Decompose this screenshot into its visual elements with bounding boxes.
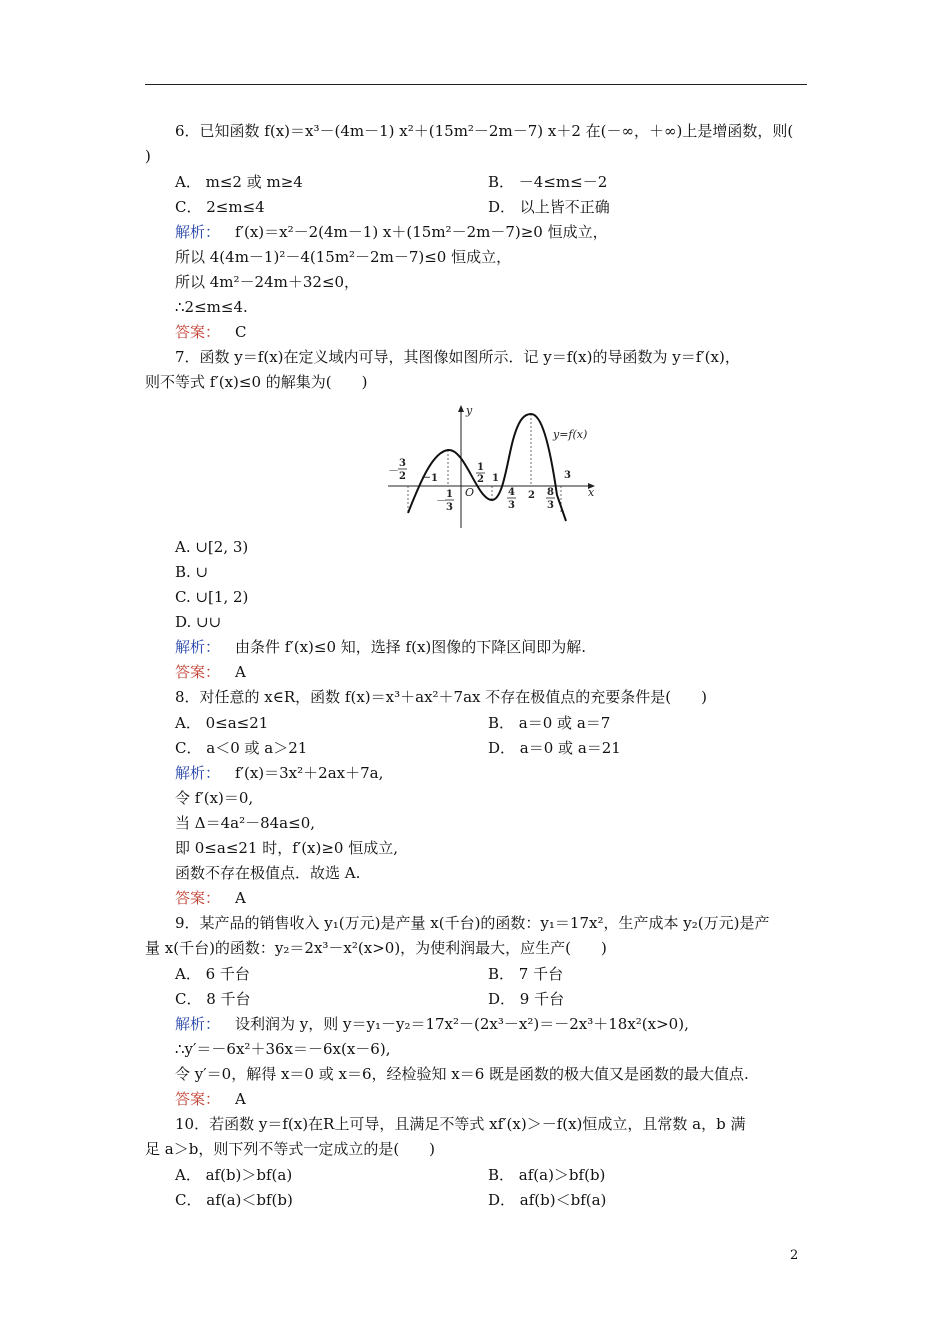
tick-four-thirds-den: 3 — [508, 500, 515, 511]
y-axis-label: y — [466, 404, 473, 417]
answer-label: 答案： — [175, 663, 221, 681]
q8-option-a: A． 0≤a≤21 — [175, 714, 269, 732]
analysis-label: 解析： — [175, 223, 221, 241]
q10-option-a: A． af(b)＞bf(a) — [175, 1166, 293, 1184]
x-axis-label: x — [588, 486, 595, 499]
q6-option-b: B． －4≤m≤－2 — [488, 173, 608, 191]
q10-option-b: B． af(a)＞bf(b) — [488, 1166, 606, 1184]
q9-option-c: C． 8 千台 — [175, 990, 251, 1008]
q9-option-b: B． 7 千台 — [488, 965, 564, 983]
q10-option-c: C． af(a)＜bf(b) — [175, 1191, 293, 1209]
curve-y-f-x — [408, 414, 566, 521]
q8-answer — [175, 888, 246, 908]
q6-analysis-3: 所以 4m²－24m＋32≤0， — [175, 273, 360, 291]
answer-value: C — [235, 323, 247, 341]
tick-eight-thirds-den: 3 — [547, 500, 554, 511]
q6-option-d: D． 以上皆不正确 — [488, 198, 610, 216]
answer-label: 答案： — [175, 1090, 221, 1108]
q8-option-b: B． a＝0 或 a＝7 — [488, 714, 611, 732]
answer-value: A — [235, 663, 246, 681]
answer-value: A — [235, 889, 246, 907]
q6-stem: 6．已知函数 f(x)＝x³－(4m－1) x²＋(15m²－2m－7) x＋2 在(－∞，＋∞)上是增函数，则( — [175, 122, 794, 140]
analysis-text: f′(x)＝3x²＋2ax＋7a, — [235, 764, 384, 782]
q6-analysis-2: 所以 4(4m－1)²－4(15m²－2m－7)≤0 恒成立， — [175, 248, 512, 266]
q7-option-a: A. ∪[2, 3) — [175, 538, 249, 556]
q8-analysis-5: 函数不存在极值点．故选 A. — [175, 864, 361, 882]
q8-analysis-2: 令 f′(x)＝0, — [175, 789, 254, 807]
header-rule — [145, 84, 807, 85]
analysis-label: 解析： — [175, 1015, 221, 1033]
tick-three: 3 — [564, 470, 571, 481]
page-number: 2 — [790, 1248, 799, 1263]
q6-option-a: A． m≤2 或 m≥4 — [175, 173, 303, 191]
q9-stem: 9．某产品的销售收入 y₁(万元)是产量 x(千台)的函数：y₁＝17x²，生产成本 y₂(万元)是产 — [175, 914, 770, 932]
q7-analysis-1 — [175, 637, 586, 657]
tick-one-half-den: 2 — [477, 474, 484, 485]
analysis-text: f′(x)＝x²－2(4m－1) x＋(15m²－2m－7)≥0 恒成立， — [235, 223, 608, 241]
q9-analysis-2: ∴y′＝－6x²＋36x＝－6x(x－6), — [175, 1040, 391, 1058]
function-graph — [385, 400, 600, 530]
q9-stem-cont: 量 x(千台)的函数：y₂＝2x³－x²(x>0)，为使利润最大，应生产( ) — [145, 939, 607, 957]
tick-four-thirds-num: 4 — [508, 487, 515, 498]
q7-option-b: B. ∪ — [175, 563, 209, 581]
q9-analysis-3: 令 y′＝0，解得 x＝0 或 x＝6，经检验知 x＝6 既是函数的极大值又是函数的最大值点. — [175, 1065, 749, 1083]
q7-stem: 7．函数 y＝f(x)在定义域内可导，其图像如图所示．记 y＝f(x)的导函数为 y＝f′(x)， — [175, 348, 740, 366]
tick-neg-one-third-den: 3 — [446, 502, 453, 513]
q6-answer — [175, 322, 247, 342]
q6-analysis-4: ∴2≤m≤4. — [175, 298, 248, 316]
q9-option-d: D． 9 千台 — [488, 990, 565, 1008]
analysis-text: 由条件 f′(x)≤0 知，选择 f(x)图像的下降区间即为解. — [235, 638, 587, 656]
tick-eight-thirds-num: 8 — [547, 487, 554, 498]
tick-neg-three-halves-num: 3 — [399, 458, 406, 469]
q7-stem-cont: 则不等式 f′(x)≤0 的解集为( ) — [145, 373, 368, 391]
q9-analysis-1 — [175, 1014, 689, 1034]
q7-answer — [175, 662, 246, 682]
analysis-label: 解析： — [175, 638, 221, 656]
tick-one-half-num: 1 — [477, 462, 484, 473]
tick-neg-one-third-minus: － — [436, 494, 447, 507]
q6-stem-cont: ) — [145, 147, 151, 165]
analysis-text: 设利润为 y，则 y＝y₁－y₂＝17x²－(2x³－x²)＝－2x³＋18x²(x>0), — [235, 1015, 689, 1033]
answer-value: A — [235, 1090, 246, 1108]
q6-option-c: C． 2≤m≤4 — [175, 198, 265, 216]
q7-option-d: D. ∪∪ — [175, 613, 222, 631]
q8-analysis-4: 即 0≤a≤21 时，f′(x)≥0 恒成立, — [175, 839, 399, 857]
tick-neg-one-third-num: 1 — [446, 489, 453, 500]
analysis-label: 解析： — [175, 764, 221, 782]
tick-one: 1 — [492, 473, 499, 484]
answer-label: 答案： — [175, 889, 221, 907]
origin-label: O — [465, 486, 475, 499]
q10-option-d: D． af(b)＜bf(a) — [488, 1191, 607, 1209]
q8-option-d: D． a＝0 或 a＝21 — [488, 739, 621, 757]
tick-neg-three-halves-minus: － — [388, 464, 399, 477]
tick-neg-three-halves-den: 2 — [399, 471, 406, 482]
y-axis-arrow — [458, 405, 464, 412]
q6-analysis-1 — [175, 222, 608, 242]
q8-option-c: C． a＜0 或 a＞21 — [175, 739, 308, 757]
answer-label: 答案： — [175, 323, 221, 341]
q9-option-a: A． 6 千台 — [175, 965, 250, 983]
q8-analysis-1 — [175, 763, 383, 783]
curve-label: y=f(x) — [553, 428, 588, 441]
tick-neg-one: －1 — [421, 473, 438, 484]
tick-two: 2 — [528, 490, 535, 501]
q7-option-c: C. ∪[1, 2) — [175, 588, 249, 606]
q10-stem: 10．若函数 y＝f(x)在R上可导，且满足不等式 xf′(x)＞－f(x)恒成立，且常数 a，b 满 — [175, 1115, 746, 1133]
q8-stem: 8．对任意的 x∈R，函数 f(x)＝x³＋ax²＋7ax 不存在极值点的充要条件是( ) — [175, 688, 707, 706]
q10-stem-cont: 足 a＞b，则下列不等式一定成立的是( ) — [145, 1140, 436, 1158]
q9-answer — [175, 1089, 246, 1109]
q8-analysis-3: 当 Δ＝4a²－84a≤0, — [175, 814, 316, 832]
